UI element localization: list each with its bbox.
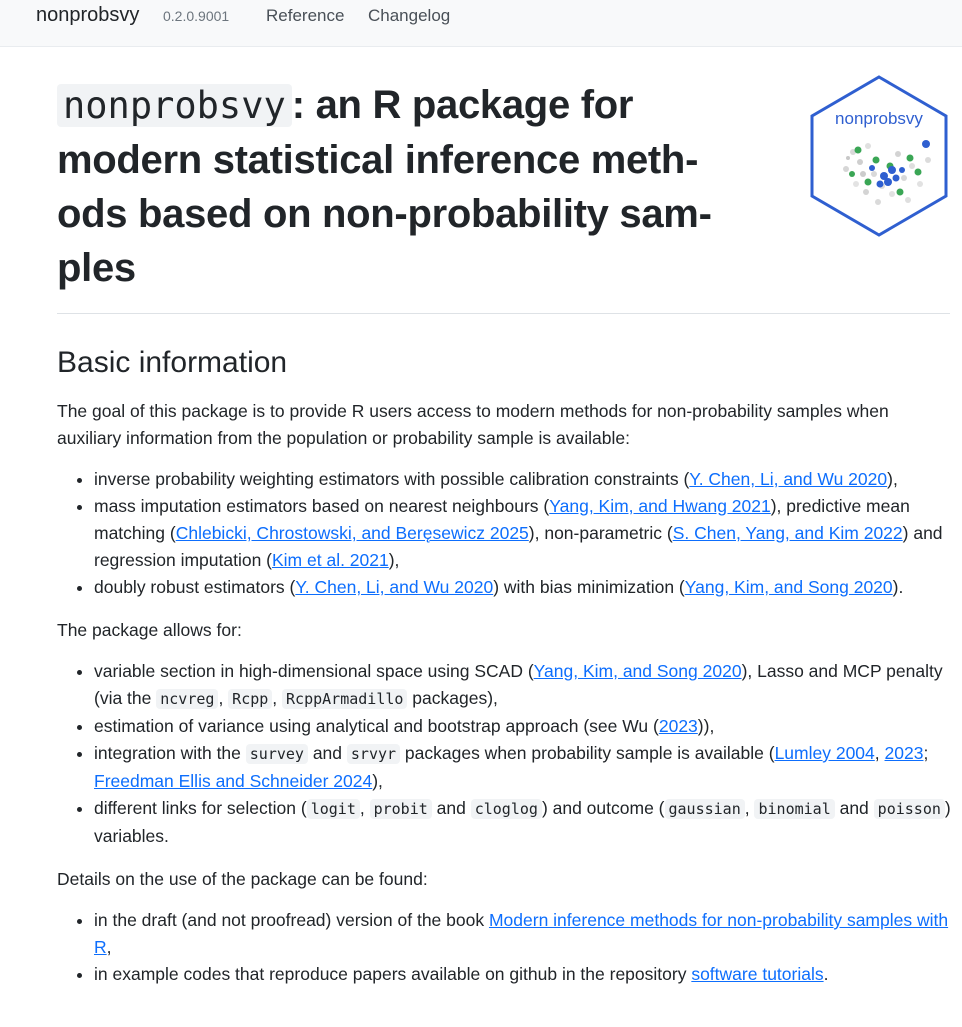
title-line2: modern statistical inference meth- [57, 138, 699, 182]
code-logit: logit [307, 799, 360, 819]
citation-link[interactable]: 2023 [658, 716, 698, 736]
features-list [57, 658, 957, 850]
list-item: • mass imputation estimators based on nearest neighbours (Yang, Kim, and Hwang 2021), predictive mean matching (Chlebicki, Chrostowski, and Beręsewicz 2025), non-parametric (S. Chen, Yang, and Kim 2022) and regression imputation (Kim et al. 2021), [94, 493, 957, 574]
list-item: • doubly robust estimators (Y. Chen, Li, and Wu 2020) with bias minimization (Yang, Kim, and Song 2020). [94, 574, 957, 601]
estimators-list [57, 466, 957, 601]
logo-text: nonprobsvy [835, 109, 923, 128]
title-divider [57, 313, 950, 314]
section-heading: Basic information [57, 346, 288, 379]
code-ncvreg: ncvreg [156, 689, 218, 709]
list-item: • estimation of variance using analytical and bootstrap approach (see Wu (2023)), [94, 713, 957, 740]
package-logo [808, 74, 950, 238]
citation-link[interactable]: Yang, Kim, and Hwang 2021 [549, 496, 771, 516]
list-item: • different links for selection ( logit , probit and cloglog ) and outcome ( gaussian , binomial and poisson ) variables. [94, 795, 957, 850]
list-item: • inverse probability weighting estimators with possible calibration constraints (Y. Chen, Li, and Wu 2020), [94, 466, 957, 493]
code-probit: probit [370, 799, 432, 819]
tutorials-link[interactable]: software tutorials [691, 964, 824, 984]
citation-link[interactable]: Yang, Kim, and Song 2020 [684, 577, 893, 597]
version-badge: 0.2.0.9001 [163, 8, 230, 24]
list-item: • variable section in high-dimensional space using SCAD (Yang, Kim, and Song 2020), Lasso and MCP penalty (via the ncvreg , Rcpp , RcppArmadillo packages), [94, 658, 957, 713]
title-line4: ples [57, 246, 136, 290]
citation-link[interactable]: Lumley 2004 [774, 743, 875, 763]
page-title [57, 78, 777, 295]
code-srvyr: srvyr [347, 744, 400, 764]
details-paragraph: Details on the use of the package can be found: [57, 869, 428, 889]
code-gaussian: gaussian [665, 799, 745, 819]
title-line1: : an R package for [291, 83, 634, 127]
citation-link[interactable]: Freedman Ellis and Schneider 2024 [94, 771, 373, 791]
book-link[interactable]: Modern inference methods for non-probability samples with R [94, 910, 949, 957]
list-item: • integration with the survey and srvyr packages when probability sample is available (Lumley 2004, 2023; Freedman Ellis and Schneider 2024), [94, 740, 957, 795]
citation-link[interactable]: Kim et al. 2021 [272, 550, 389, 570]
navbar [0, 0, 962, 47]
citation-link[interactable]: Chlebicki, Chrostowski, and Beręsewicz 2025 [175, 523, 529, 543]
citation-link[interactable]: Y. Chen, Li, and Wu 2020 [295, 577, 494, 597]
title-code: nonprobsvy [57, 84, 292, 127]
allows-paragraph: The package allows for: [57, 620, 242, 640]
title-line3: ods based on non-probability sam- [57, 192, 712, 236]
main-content [57, 338, 957, 1004]
nav-reference[interactable]: Reference [266, 6, 345, 25]
list-item: • in the draft (and not proofread) version of the book Modern inference methods for non-probability samples with R, [94, 907, 957, 961]
code-binomial: binomial [754, 799, 834, 819]
citation-link[interactable]: Y. Chen, Li, and Wu 2020 [689, 469, 888, 489]
intro-paragraph: The goal of this package is to provide R users access to modern methods for non-probability samples when auxiliary information from the population or probability sample is available: [57, 401, 889, 448]
code-rcpp: Rcpp [228, 689, 272, 709]
citation-link[interactable]: 2023 [884, 743, 924, 763]
code-survey: survey [246, 744, 308, 764]
code-rcpparmadillo: RcppArmadillo [282, 689, 407, 709]
brand-link[interactable]: nonprobsvy [36, 4, 140, 26]
code-cloglog: cloglog [471, 799, 542, 819]
resources-list [57, 907, 957, 988]
list-item: • in example codes that reproduce papers available on github in the repository software tutorials. [94, 961, 957, 988]
citation-link[interactable]: Yang, Kim, and Song 2020 [533, 661, 742, 681]
code-poisson: poisson [874, 799, 945, 819]
citation-link[interactable]: S. Chen, Yang, and Kim 2022 [672, 523, 903, 543]
nav-changelog[interactable]: Changelog [368, 6, 451, 25]
